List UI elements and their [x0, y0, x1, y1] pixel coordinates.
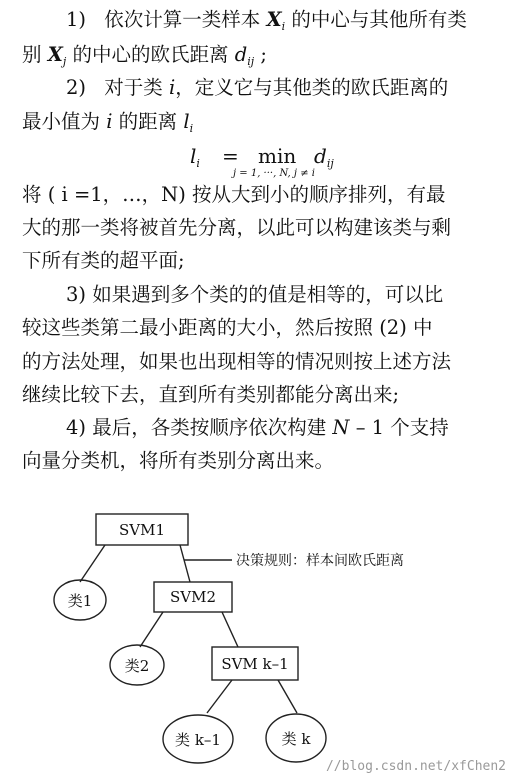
watermark-text: //blog.csdn.net/xfChen2: [325, 759, 506, 774]
paragraph-4-line-2: 较这些类第二最小距离的大小，然后按照 (2) 中: [22, 316, 433, 339]
equation-min-operator: min: [258, 144, 297, 168]
node-class1-label: 类1: [67, 592, 93, 610]
paragraph-4-line-4: 继续比较下去，直到所有类别都能分离出来;: [22, 383, 400, 406]
equation-equals: =: [222, 144, 239, 168]
equation-lhs: $l_i$: [190, 144, 200, 170]
equation-min-subscript: j = 1, ···, N, j ≠ i: [233, 168, 315, 179]
node-svmk1-label: SVM k–1: [221, 655, 289, 673]
edge-svm2-svmk1: [222, 612, 238, 647]
step-number: 1): [66, 8, 87, 31]
paragraph-2-line-1: 2) 对于类 i，定义它与其他类的欧氏距离的: [66, 76, 449, 99]
node-class2-label: 类2: [124, 657, 150, 675]
paragraph-4-line-3: 的方法处理，如果也出现相等的情况则按上述方法: [22, 350, 452, 373]
paragraph-4-line-1: 3) 如果遇到多个类的的值是相等的，可以比: [66, 283, 444, 306]
paragraph-3-line-2: 大的那一类将被首先分离，以此可以构建该类与剩: [22, 216, 452, 239]
equation-rhs: $d_{ij}$: [314, 144, 334, 170]
paragraph-5-line-2: 向量分类机，将所有类别分离出来。: [22, 449, 335, 472]
node-classk1-label: 类 k–1: [175, 731, 221, 749]
paragraph-1-line-1: 1) 依次计算一类样本 $X_i$ 的中心与其他所有类: [66, 8, 467, 33]
paragraph-1-line-2: 别 $X_j$ 的中心的欧氏距离 $d_{ij}$ ;: [22, 43, 267, 68]
edge-svmk1-classk: [278, 680, 297, 713]
paragraph-2-line-2: 最小值为 i 的距离 $l_i$: [22, 110, 194, 135]
node-svm2-label: SVM2: [169, 588, 217, 606]
paragraph-3-line-1: 将 ( i =1，…，N) 按从大到小的顺序排列，有最: [22, 183, 446, 206]
edge-svm2-class2: [140, 612, 163, 647]
node-classk-label: 类 k: [281, 730, 311, 748]
paragraph-3-line-3: 下所有类的超平面;: [22, 249, 185, 272]
edge-svm1-class1: [80, 545, 105, 582]
decision-rule-label: 决策规则：样本间欧氏距离: [236, 553, 404, 569]
edge-svmk1-classk1: [207, 680, 232, 713]
edge-svm1-svm2: [180, 545, 190, 582]
paragraph-5-line-1: 4) 最后，各类按顺序依次构建 N – 1 个支持: [66, 416, 449, 439]
node-svm1-label: SVM1: [118, 521, 166, 539]
